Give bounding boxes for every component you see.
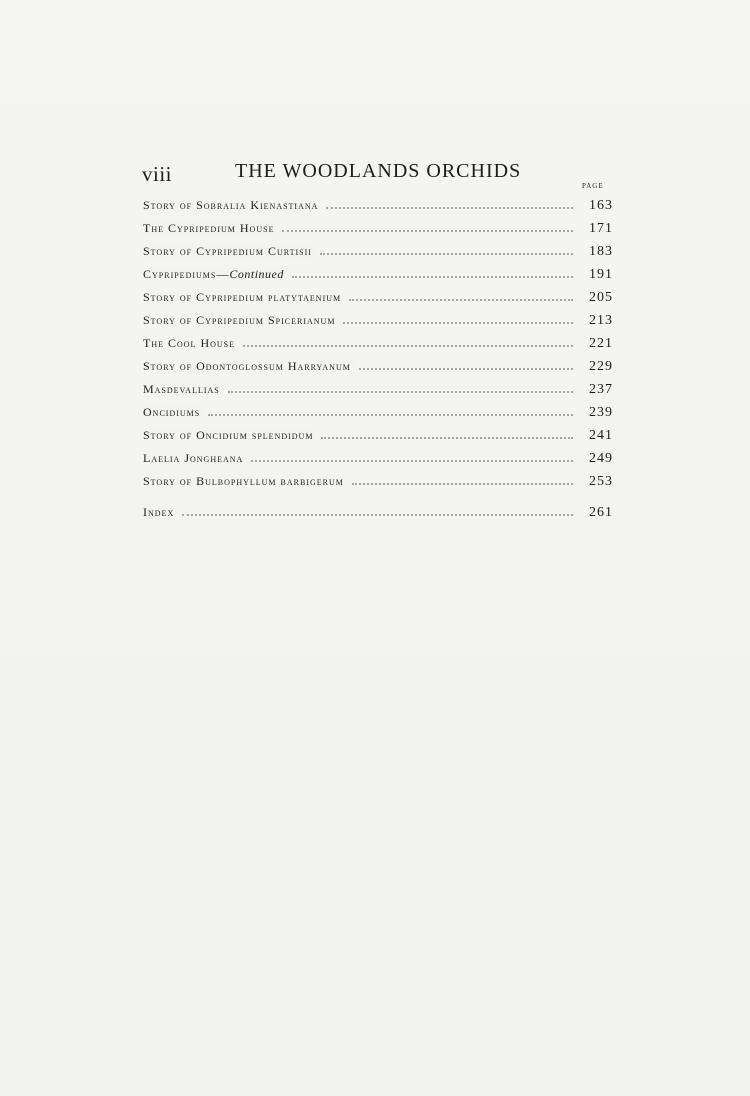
dot-leader bbox=[320, 252, 573, 255]
toc-entry-title: Masdevallias bbox=[143, 382, 224, 397]
toc-entry-title: Story of Cypripedium Curtisii bbox=[143, 244, 316, 259]
toc-entry-page: 261 bbox=[589, 505, 613, 520]
running-header bbox=[142, 160, 622, 186]
toc-entry bbox=[143, 382, 613, 405]
toc-entry-page: 241 bbox=[589, 428, 613, 443]
toc-entry-page: 229 bbox=[589, 359, 613, 374]
toc-entry-title: Index bbox=[143, 505, 178, 520]
dot-leader bbox=[343, 321, 573, 324]
dot-leader bbox=[282, 229, 573, 232]
toc-entry-title: Story of Cypripedium platytaenium bbox=[143, 290, 345, 305]
toc-entry bbox=[143, 405, 613, 428]
toc-entry bbox=[143, 313, 613, 336]
toc-entry-title: Laelia Jongheana bbox=[143, 451, 247, 466]
toc-entry-page: 239 bbox=[589, 405, 613, 420]
toc-entry bbox=[143, 451, 613, 474]
dot-leader bbox=[208, 413, 573, 416]
toc-entry-suffix: Continued bbox=[229, 267, 284, 281]
toc-entry-page: 205 bbox=[589, 290, 613, 305]
toc-entry-page: 163 bbox=[589, 198, 613, 213]
toc-entry-page: 191 bbox=[589, 267, 613, 282]
toc-entry-title: Story of Oncidium splendidum bbox=[143, 428, 317, 443]
page-column-label: PAGE bbox=[582, 182, 604, 190]
toc-entry-page: 213 bbox=[589, 313, 613, 328]
dot-leader bbox=[352, 482, 573, 485]
dot-leader bbox=[243, 344, 573, 347]
dot-leader bbox=[182, 513, 573, 516]
toc-entry bbox=[143, 290, 613, 313]
toc-entry bbox=[143, 359, 613, 382]
toc-entry bbox=[143, 428, 613, 451]
toc-entry-page: 183 bbox=[589, 244, 613, 259]
toc-entry-index bbox=[143, 505, 613, 528]
toc-entry bbox=[143, 198, 613, 221]
toc-entry-title: The Cypripedium House bbox=[143, 221, 278, 236]
dot-leader bbox=[251, 459, 573, 462]
toc-entry bbox=[143, 221, 613, 244]
toc-entry-page: 237 bbox=[589, 382, 613, 397]
dot-leader bbox=[228, 390, 573, 393]
toc-entry-title: The Cool House bbox=[143, 336, 239, 351]
toc-entry-title: Story of Odontoglossum Harryanum bbox=[143, 359, 355, 374]
dot-leader bbox=[349, 298, 573, 301]
toc-entry-title: Story of Bulbophyllum barbigerum bbox=[143, 474, 348, 489]
dot-leader bbox=[359, 367, 573, 370]
book-title: THE WOODLANDS ORCHIDS bbox=[235, 160, 522, 182]
toc-entry bbox=[143, 336, 613, 359]
toc-entry-title: Oncidiums bbox=[143, 405, 204, 420]
toc-entry-page: 171 bbox=[589, 221, 613, 236]
table-of-contents bbox=[143, 198, 613, 528]
toc-entry bbox=[143, 244, 613, 267]
dot-leader bbox=[292, 275, 573, 278]
toc-entry-page: 221 bbox=[589, 336, 613, 351]
toc-entry bbox=[143, 267, 613, 290]
toc-entry-page: 249 bbox=[589, 451, 613, 466]
toc-entry-title: Cypripediums—Continued bbox=[143, 267, 288, 282]
toc-entry-page: 253 bbox=[589, 474, 613, 489]
dot-leader bbox=[321, 436, 573, 439]
page-number: viii bbox=[142, 162, 173, 186]
toc-entry-title: Story of Cypripedium Spicerianum bbox=[143, 313, 339, 328]
toc-entry bbox=[143, 474, 613, 497]
toc-entry-title: Story of Sobralia Kienastiana bbox=[143, 198, 322, 213]
dot-leader bbox=[326, 206, 573, 209]
